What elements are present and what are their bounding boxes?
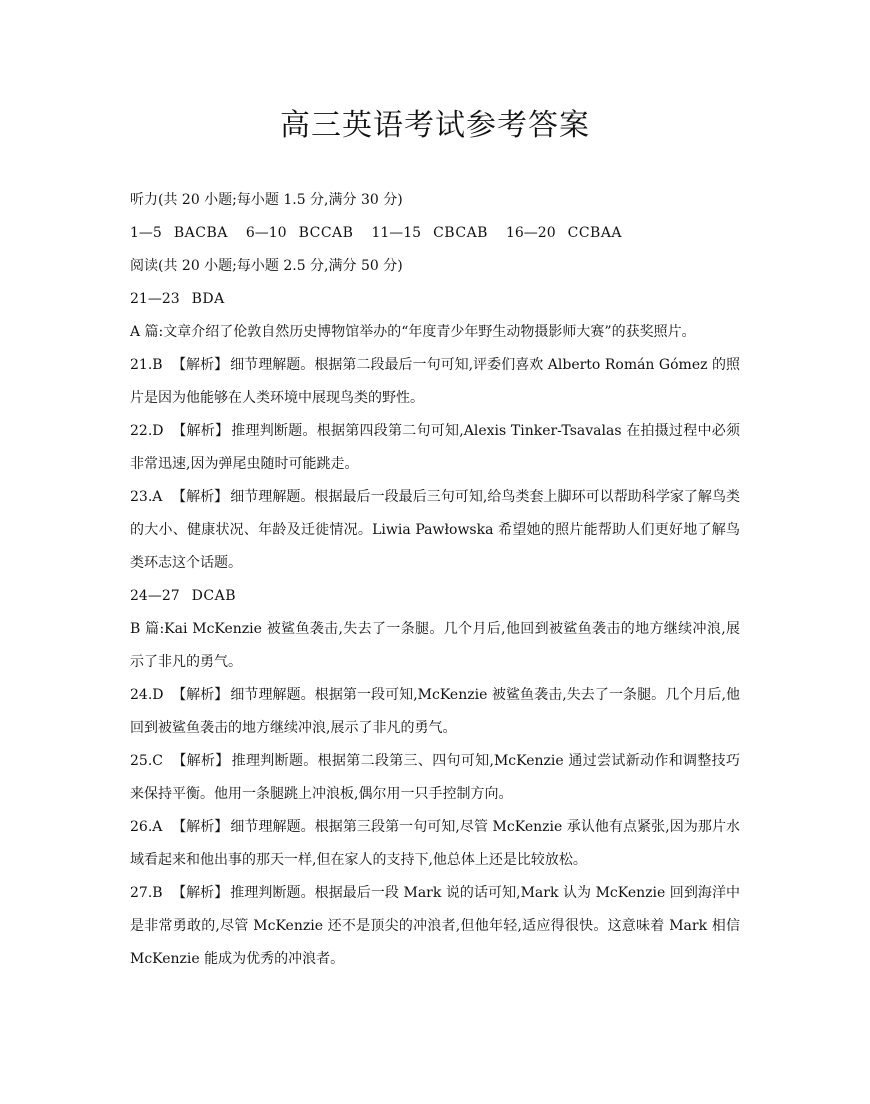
explanation-item xyxy=(130,811,740,877)
section-a-summary: A 篇:文章介绍了伦敦自然历史博物馆举办的“年度青少年野生动物摄影师大赛”的获奖照片。 xyxy=(130,324,696,340)
answer-content xyxy=(130,184,740,976)
page-title: 高三英语考试参考答案 xyxy=(280,108,590,143)
explanation-text: 推理判断题。根据第二段第三、四句可知,McKenzie 通过尝试新动作和调整技巧来保持平衡。他用一条腿跳上冲浪板,偶尔用一只手控制方向。 xyxy=(130,753,741,802)
section-b-summary: B 篇:Kai McKenzie 被鲨鱼袭击,失去了一条腿。几个月后,他回到被鲨鱼袭击的地方继续冲浪,展示了非凡的勇气。 xyxy=(130,621,740,670)
question-number: 24.D xyxy=(130,687,164,703)
analysis-tag: 【解析】 xyxy=(172,885,229,901)
explanation-text: 推理判断题。根据最后一段 Mark 说的话可知,Mark 认为 McKenzie 回到海洋中是非常勇敢的,尽管 McKenzie 还不是顶尖的冲浪者,但他年轻,适应得很快。这意味着 Mark 相信 McKenzie 能成为优秀的冲浪者。 xyxy=(130,885,741,967)
analysis-tag: 【解析】 xyxy=(172,423,230,439)
answer-range: 1—5 xyxy=(130,225,162,241)
explanation-text: 细节理解题。根据第一段可知,McKenzie 被鲨鱼袭击,失去了一条腿。几个月后,他回到被鲨鱼袭击的地方继续冲浪,展示了非凡的勇气。 xyxy=(130,687,741,736)
explanation-item xyxy=(130,877,740,976)
analysis-tag: 【解析】 xyxy=(172,687,229,703)
answer-letters: CBCAB xyxy=(433,225,488,241)
explanation-text: 细节理解题。根据第二段最后一句可知,评委们喜欢 Alberto Román Gómez 的照片是因为他能够在人类环境中展现鸟类的野性。 xyxy=(130,357,740,406)
listening-heading: 听力(共 20 小题;每小题 1.5 分,满分 30 分) xyxy=(130,192,403,208)
analysis-tag: 【解析】 xyxy=(172,489,229,505)
listening-answers xyxy=(130,217,740,250)
answer-letters: BCCAB xyxy=(298,225,354,241)
answer-range: 11—15 xyxy=(371,225,422,241)
explanation-item xyxy=(130,745,740,811)
analysis-tag: 【解析】 xyxy=(172,357,229,373)
explanation-item xyxy=(130,481,740,580)
question-number: 25.C xyxy=(130,753,163,769)
analysis-tag: 【解析】 xyxy=(172,819,229,835)
question-number: 22.D xyxy=(130,423,164,439)
answer-range: 16—20 xyxy=(505,225,556,241)
explanation-item xyxy=(130,349,740,415)
answer-letters: BACBA xyxy=(173,225,228,241)
answer-range: 21—23 xyxy=(130,291,180,307)
question-number: 23.A xyxy=(130,489,163,505)
reading-heading: 阅读(共 20 小题;每小题 2.5 分,满分 50 分) xyxy=(130,258,403,274)
answer-range: 24—27 xyxy=(130,588,180,604)
explanation-text: 细节理解题。根据第三段第一句可知,尽管 McKenzie 承认他有点紧张,因为那片水域看起来和他出事的那天一样,但在家人的支持下,他总体上还是比较放松。 xyxy=(130,819,741,868)
explanation-text: 推理判断题。根据第四段第二句可知,Alexis Tinker-Tsavalas 在拍摄过程中必须非常迅速,因为弹尾虫随时可能跳走。 xyxy=(130,423,741,472)
answer-range: 6—10 xyxy=(245,225,287,241)
question-number: 26.A xyxy=(130,819,163,835)
section-b-answers xyxy=(130,580,740,613)
section-a-answers xyxy=(130,283,740,316)
explanation-text: 细节理解题。根据最后一段最后三句可知,给鸟类套上脚环可以帮助科学家了解鸟类的大小、健康状况、年龄及迁徙情况。Liwia Pawłowska 希望她的照片能帮助人们更好地了解鸟类环志这个话题。 xyxy=(130,489,741,571)
answer-letters: CCBAA xyxy=(567,225,623,241)
answer-letters: BDA xyxy=(191,291,225,307)
answer-letters: DCAB xyxy=(191,588,236,604)
analysis-tag: 【解析】 xyxy=(172,753,230,769)
question-number: 21.B xyxy=(130,357,163,373)
question-number: 27.B xyxy=(130,885,163,901)
explanation-item xyxy=(130,679,740,745)
explanation-item xyxy=(130,415,740,481)
